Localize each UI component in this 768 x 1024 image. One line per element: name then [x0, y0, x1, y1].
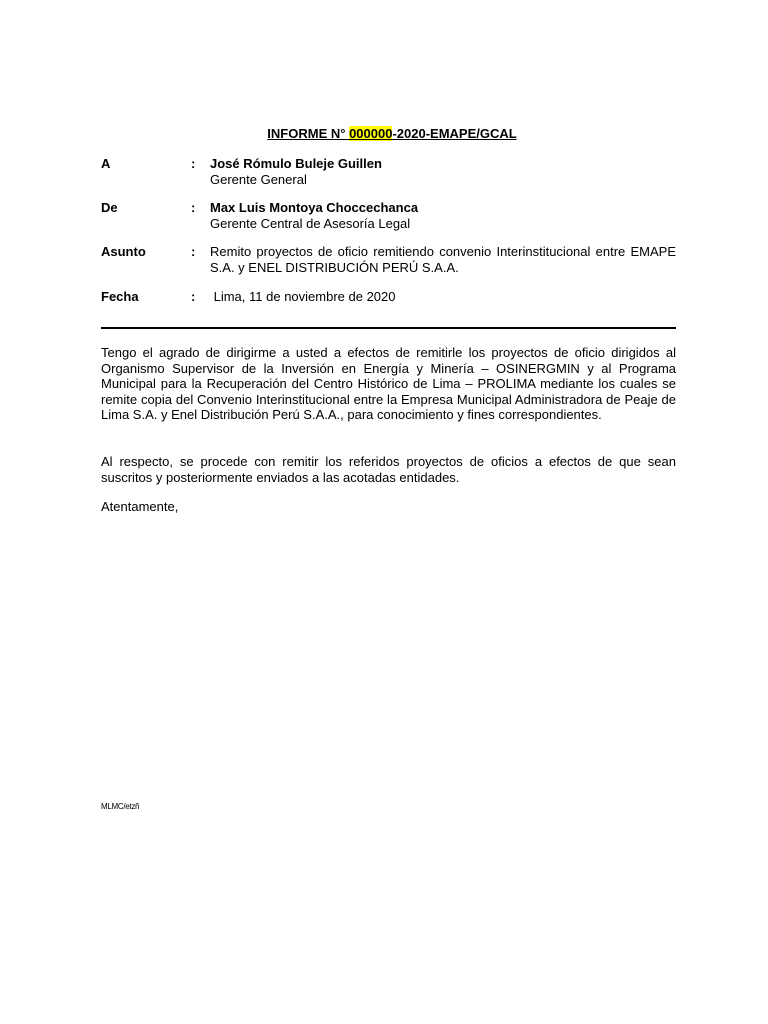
- header-divider: [101, 327, 676, 329]
- field-to-colon: :: [191, 156, 196, 171]
- title-prefix: INFORME N°: [267, 126, 350, 141]
- date-text: Lima, 11 de noviembre de 2020: [210, 289, 396, 304]
- closing-text: Atentamente,: [101, 499, 179, 514]
- body-paragraph-1: Tengo el agrado de dirigirme a usted a efectos de remitirle los proyectos de oficio dirigidos al Organismo Supervisor de la Inversión en Energía y Minería – OSINERGMIN y al Programa Municipal para la Recuperación del Centro Histórico de Lima – PROLIMA mediante los cuales se remite copia del Convenio Interinstitucional entre la Empresa Municipal Administradora de Peaje de Lima S.A. y Enel Distribución Perú S.A.A., para conocimiento y fines correspondientes.: [101, 345, 676, 422]
- field-from-label: De: [101, 200, 118, 215]
- sender-role: Gerente Central de Asesoría Legal: [210, 215, 411, 231]
- field-to-label: A: [101, 156, 111, 171]
- title-number-highlight: 000000: [349, 126, 393, 141]
- document-title: [8, 126, 768, 142]
- sender-name: Max Luis Montoya Choccechanca: [210, 200, 419, 215]
- reference-initials: MLMC/etzñ: [101, 802, 140, 811]
- field-from-colon: :: [191, 200, 196, 215]
- field-subject-colon: :: [191, 244, 196, 259]
- field-from-value: [210, 200, 676, 231]
- title-suffix: -2020-EMAPE/GCAL: [392, 126, 517, 141]
- field-subject-label: Asunto: [101, 244, 146, 259]
- body-paragraph-2: Al respecto, se procede con remitir los referidos proyectos de oficios a efectos de que sean suscritos y posteriormente enviados a las acotadas entidades.: [101, 454, 676, 485]
- subject-text: Remito proyectos de oficio remitiendo convenio Interinstitucional entre EMAPE S.A. y ENEL DISTRIBUCIÓN PERÚ S.A.A.: [210, 244, 676, 275]
- field-to-value: [210, 156, 676, 187]
- field-date-label: Fecha: [101, 289, 139, 304]
- recipient-role: Gerente General: [210, 171, 307, 187]
- field-date-colon: :: [191, 289, 196, 304]
- recipient-name: José Rómulo Buleje Guillen: [210, 156, 382, 171]
